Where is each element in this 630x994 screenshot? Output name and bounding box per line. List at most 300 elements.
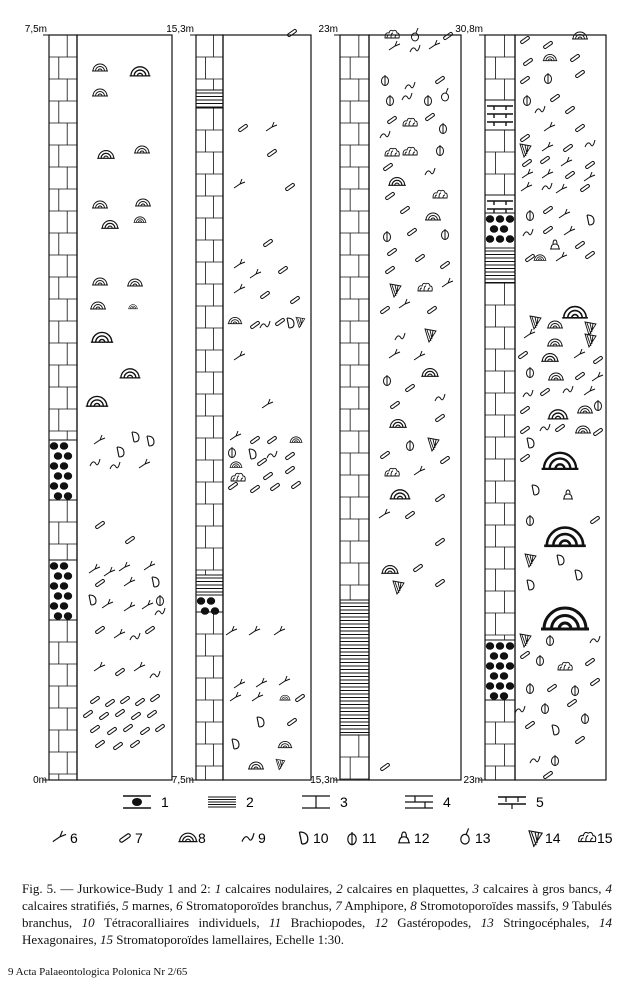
caption-legend-num: 10 <box>81 915 95 930</box>
tab-symbol <box>110 462 120 469</box>
amph-symbol <box>380 306 390 314</box>
lithology-column <box>485 35 515 780</box>
amph-symbol <box>295 694 305 702</box>
brach-symbol <box>384 231 391 242</box>
hexa-symbol <box>276 759 285 769</box>
figure-caption <box>22 880 612 948</box>
tetra-symbol <box>557 555 564 565</box>
tab-symbol <box>405 82 415 89</box>
height-label-top: 7,5m <box>24 24 47 35</box>
caption-legend-name: Gastéropodes, <box>387 915 481 930</box>
lamel-symbol <box>433 190 447 198</box>
amph-symbol <box>105 699 115 707</box>
stromassif-symbol <box>97 151 115 159</box>
stromassif-symbol <box>547 321 563 328</box>
amph-symbol <box>95 626 105 634</box>
hexa-symbol <box>585 334 596 347</box>
tab-symbol <box>410 45 420 52</box>
brach-symbol <box>527 210 534 221</box>
brach-symbol <box>387 95 394 106</box>
amph-symbol <box>120 696 130 704</box>
caption-scale: Echelle 1:30. <box>275 932 345 947</box>
amph-symbol <box>565 171 575 179</box>
branch-symbol <box>574 349 585 358</box>
amph-symbol <box>575 736 585 744</box>
amph-symbol <box>383 163 393 171</box>
tab-symbol <box>130 633 140 640</box>
tab-symbol <box>155 608 165 615</box>
amph-symbol <box>435 414 445 422</box>
caption-legend-num: 13 <box>480 915 494 930</box>
amph-symbol <box>543 771 553 779</box>
amph-symbol <box>145 626 155 634</box>
tab-symbol <box>540 424 550 431</box>
amph-symbol <box>385 266 395 274</box>
stromassif-symbol <box>381 566 399 574</box>
height-label-bottom: 0m <box>33 775 47 786</box>
fossil-symbols <box>226 29 305 770</box>
stromassif-symbol <box>577 406 593 413</box>
legend-num: 2 <box>246 794 254 810</box>
tab-symbol <box>590 636 600 643</box>
stromassif-symbol <box>541 354 559 362</box>
branch-symbol <box>249 626 260 635</box>
hexa-symbol <box>393 581 404 594</box>
stromassif-symbol <box>389 420 407 428</box>
height-label-top: 30,8m <box>455 24 483 35</box>
caption-legend-name: Tabulés branchus, <box>22 898 612 930</box>
amph-symbol <box>287 29 297 37</box>
tab-symbol <box>523 229 533 236</box>
branch-symbol <box>104 567 115 576</box>
caption-legend-name: marnes, <box>128 898 177 913</box>
branch-symbol <box>559 209 570 218</box>
hexa-symbol <box>525 554 536 567</box>
amph-symbol <box>115 668 125 676</box>
amph-symbol <box>285 183 295 191</box>
tetra-symbol <box>249 449 256 459</box>
lithology-column <box>340 35 369 780</box>
amph-symbol <box>540 388 550 396</box>
amph-symbol <box>125 536 135 544</box>
branch-symbol <box>102 599 113 608</box>
branch-symbol <box>266 122 277 131</box>
section-column-4 <box>455 24 606 786</box>
legend <box>53 794 613 846</box>
branch-symbol <box>542 142 553 151</box>
amph-symbol <box>543 226 553 234</box>
lamel-symbol <box>403 147 417 155</box>
height-label-bottom: 15,3m <box>310 775 338 786</box>
caption-legend-num: 6 <box>176 898 183 913</box>
tetra-symbol <box>575 570 582 580</box>
caption-legend-name: Stromatoporoïdes lamellaires, <box>112 932 276 947</box>
branch-symbol <box>230 692 241 701</box>
caption-prefix: Fig. 5. — Jurkowice-Budy 1 and 2: <box>22 881 215 896</box>
amph-symbol <box>285 466 295 474</box>
amph-symbol <box>525 254 535 262</box>
stromassif-symbol <box>548 373 564 380</box>
height-label-top: 23m <box>318 24 338 35</box>
amph-symbol <box>380 763 390 771</box>
brach-symbol <box>547 635 554 646</box>
brach-symbol <box>582 713 589 724</box>
branch-symbol <box>226 626 237 635</box>
tetra-symbol <box>117 447 124 457</box>
amph-symbol <box>520 134 530 142</box>
branch-symbol <box>584 386 595 395</box>
fossil-column <box>77 35 172 780</box>
stromassif-symbol <box>230 462 243 468</box>
tetra-symbol <box>147 436 154 446</box>
branch-symbol <box>561 157 572 166</box>
gast-symbol <box>563 490 573 499</box>
amph-symbol <box>290 296 300 304</box>
stromassif-symbol <box>279 695 290 700</box>
legend-num: 3 <box>340 794 348 810</box>
branch-symbol <box>124 577 135 586</box>
caption-legend-name: Stringocéphales, <box>493 915 599 930</box>
amph-symbol <box>275 318 285 326</box>
amph-symbol <box>90 725 100 733</box>
branch-symbol <box>230 431 241 440</box>
stromassif-symbol <box>547 339 563 346</box>
stromassif-symbol <box>178 833 197 841</box>
stromassif-symbol <box>92 89 108 96</box>
amph-symbol <box>540 156 550 164</box>
tab-symbol <box>150 671 160 678</box>
brach-symbol <box>527 515 534 526</box>
brach-symbol <box>229 447 236 458</box>
branch-symbol <box>250 269 261 278</box>
amph-symbol <box>260 291 270 299</box>
tab-symbol <box>425 168 435 175</box>
branch-symbol <box>584 172 595 181</box>
gast-symbol <box>550 240 560 249</box>
amph-symbol <box>115 709 125 717</box>
stromassif-symbol <box>390 490 411 499</box>
caption-legend-name: Stromotoporoïdes massifs, <box>416 898 563 913</box>
branch-symbol <box>53 831 66 842</box>
amph-symbol <box>130 740 140 748</box>
amph-symbol <box>113 742 123 750</box>
branch-symbol <box>234 259 245 268</box>
legend-num: 8 <box>198 830 206 846</box>
tab-symbol <box>523 390 533 397</box>
stromassif-symbol <box>127 279 143 286</box>
branch-symbol <box>442 278 453 287</box>
caption-legend-name: Stromatoporoïdes branchus, <box>182 898 336 913</box>
amph-symbol <box>135 698 145 706</box>
string-symbol <box>442 88 449 101</box>
caption-legend-name: Brachiopodes, <box>281 915 375 930</box>
hexa-symbol <box>520 144 531 157</box>
branch-symbol <box>521 182 532 191</box>
branch-symbol <box>256 678 267 687</box>
caption-legend-num: 1 <box>214 881 222 896</box>
stromassif-symbol <box>91 332 113 342</box>
amph-symbol <box>123 724 133 732</box>
amph-symbol <box>95 521 105 529</box>
lamel-symbol <box>418 283 432 291</box>
branch-symbol <box>89 564 100 573</box>
tab-symbol <box>515 706 525 713</box>
lithology-column <box>196 35 223 780</box>
tetra-symbol <box>552 725 559 735</box>
stromassif-symbol <box>128 305 138 309</box>
caption-legend-name: Amphipore, <box>341 898 411 913</box>
stromassif-symbol <box>548 410 569 419</box>
tetra-symbol <box>527 438 534 448</box>
stromassif-symbol <box>290 437 303 443</box>
amph-symbol <box>547 684 557 692</box>
stromassif-symbol <box>86 396 108 406</box>
amph-symbol <box>413 564 423 572</box>
amph-symbol <box>95 740 105 748</box>
height-label-bottom: 7,5m <box>171 775 194 786</box>
amph-symbol <box>228 482 238 490</box>
hexa-symbol <box>390 284 401 297</box>
branch-symbol <box>542 169 553 178</box>
hexa-symbol <box>425 329 436 342</box>
tab-symbol <box>402 93 412 100</box>
height-label-bottom: 23m <box>463 775 483 786</box>
fossil-symbols <box>515 32 603 779</box>
amph-symbol <box>387 116 397 124</box>
lithology-column <box>49 35 77 780</box>
amph-symbol <box>593 356 603 364</box>
amph-symbol <box>257 458 267 466</box>
branch-symbol <box>556 184 567 193</box>
hexa-symbol <box>530 316 541 329</box>
page-footer: 9 Acta Palaeontologica Polonica Nr 2/65 <box>8 966 188 978</box>
amph-symbol <box>90 696 100 704</box>
amph-symbol <box>580 184 590 192</box>
amph-symbol <box>520 651 530 659</box>
tab-symbol <box>563 386 573 393</box>
stromassif-symbol <box>543 54 557 60</box>
amph-symbol <box>435 579 445 587</box>
tab-symbol <box>267 451 277 458</box>
amph-symbol <box>525 721 535 729</box>
tetra-symbol <box>587 215 594 225</box>
amph-symbol <box>543 206 553 214</box>
brach-symbol <box>437 145 444 156</box>
amph-symbol <box>425 113 435 121</box>
stromassif-symbol <box>130 67 151 76</box>
branch-symbol <box>144 561 155 570</box>
section-column-1 <box>25 24 172 786</box>
amph-symbol <box>267 436 277 444</box>
amph-symbol <box>427 306 437 314</box>
caption-legend-num: 15 <box>99 932 113 947</box>
amph-symbol <box>443 32 453 40</box>
caption-legend-name: calcaires en plaquettes, <box>342 881 473 896</box>
brach-symbol <box>527 683 534 694</box>
stromassif-symbol <box>101 221 119 229</box>
tab-symbol <box>435 394 445 401</box>
amph-symbol <box>520 406 530 414</box>
branch-symbol <box>124 602 135 611</box>
tab-symbol <box>242 833 254 841</box>
amph-symbol <box>119 833 131 843</box>
stromassif-symbol <box>134 217 147 223</box>
brach-symbol <box>407 440 414 451</box>
fossil-symbols <box>83 64 165 750</box>
tetra-symbol <box>152 577 159 587</box>
caption-legend-num: 8 <box>410 898 417 913</box>
amph-symbol <box>593 428 603 436</box>
stromassif-symbol <box>421 369 439 377</box>
brach-symbol <box>348 832 356 845</box>
caption-legend-name: calcaires nodulaires, <box>221 881 337 896</box>
amph-symbol <box>585 251 595 259</box>
stromassif-symbol <box>90 302 106 309</box>
branch-symbol <box>234 179 245 188</box>
fossil-symbols <box>379 28 453 771</box>
brach-symbol <box>595 400 602 411</box>
stromassif-symbol <box>228 317 242 323</box>
brach-symbol <box>440 123 447 134</box>
amph-symbol <box>278 266 288 274</box>
amph-symbol <box>238 124 248 132</box>
branch-symbol <box>234 679 245 688</box>
caption-legend-num: 7 <box>335 898 342 913</box>
amph-symbol <box>250 485 260 493</box>
branch-symbol <box>262 399 273 408</box>
branch-symbol <box>592 372 603 381</box>
caption-legend-num: 9 <box>562 898 569 913</box>
tab-symbol <box>395 333 405 340</box>
tetra-symbol <box>232 739 239 749</box>
hexa-symbol <box>529 831 542 847</box>
amph-symbol <box>140 727 150 735</box>
stromassif-symbol <box>135 199 151 206</box>
branch-symbol <box>429 40 440 49</box>
amph-symbol <box>390 401 400 409</box>
tetra-symbol <box>287 318 294 328</box>
amph-symbol <box>440 261 450 269</box>
amph-symbol <box>575 241 585 249</box>
caption-legend-name: Tétracoralliaires individuels, <box>94 915 270 930</box>
stromassif-symbol <box>120 369 141 378</box>
amph-symbol <box>83 710 93 718</box>
caption-legend-num: 4 <box>605 881 612 896</box>
amph-symbol <box>267 149 277 157</box>
amph-symbol <box>400 206 410 214</box>
amph-symbol <box>575 70 585 78</box>
stromassif-symbol <box>388 178 406 186</box>
amph-symbol <box>405 511 415 519</box>
gast-symbol <box>398 832 410 843</box>
amph-symbol <box>520 454 530 462</box>
tetra-symbol <box>299 832 307 844</box>
lamel-symbol <box>579 832 596 841</box>
branch-symbol <box>94 662 105 671</box>
brach-symbol <box>442 229 449 240</box>
legend-symbol-strat <box>405 796 433 808</box>
brach-symbol <box>545 73 552 84</box>
amph-symbol <box>520 36 530 44</box>
amph-symbol <box>435 494 445 502</box>
amph-symbol <box>155 724 165 732</box>
legend-num: 6 <box>70 830 78 846</box>
amph-symbol <box>575 372 585 380</box>
stromassif-symbol <box>92 201 108 208</box>
amph-symbol <box>287 718 297 726</box>
caption-legend-name: Hexagonaires, <box>22 932 100 947</box>
caption-legend-num: 14 <box>598 915 612 930</box>
stromassif-symbol <box>541 608 589 629</box>
brach-symbol <box>542 703 549 714</box>
section-column-2 <box>166 24 311 786</box>
amph-symbol <box>567 699 577 707</box>
tetra-symbol <box>257 717 264 727</box>
stromassif-symbol <box>92 278 108 285</box>
fossil-column <box>369 35 461 780</box>
amph-symbol <box>385 192 395 200</box>
branch-symbol <box>389 349 400 358</box>
amph-symbol <box>565 106 575 114</box>
branch-symbol <box>142 600 153 609</box>
amph-symbol <box>407 228 417 236</box>
amph-symbol <box>520 76 530 84</box>
amph-symbol <box>543 41 553 49</box>
amph-symbol <box>107 727 117 735</box>
amph-symbol <box>523 58 533 66</box>
tetra-symbol <box>527 580 534 590</box>
lamel-symbol <box>403 118 417 126</box>
amph-symbol <box>250 321 260 329</box>
hexa-symbol <box>585 322 596 335</box>
stromassif-symbol <box>248 762 264 769</box>
branch-symbol <box>522 169 533 178</box>
height-label-top: 15,3m <box>166 24 194 35</box>
stromassif-symbol <box>542 453 579 469</box>
tetra-symbol <box>132 432 139 442</box>
branch-symbol <box>119 562 130 571</box>
branch-symbol <box>139 459 150 468</box>
legend-num: 7 <box>135 830 143 846</box>
stromassif-symbol <box>575 426 591 433</box>
brach-symbol <box>572 685 579 696</box>
caption-legend-num: 11 <box>269 915 282 930</box>
amph-symbol <box>440 456 450 464</box>
tab-symbol <box>535 106 545 113</box>
tab-symbol <box>530 756 540 763</box>
brach-symbol <box>382 75 389 86</box>
tab-symbol <box>380 131 390 138</box>
amph-symbol <box>263 239 273 247</box>
lamel-symbol <box>385 468 399 476</box>
amph-symbol <box>590 516 600 524</box>
brach-symbol <box>524 95 531 106</box>
amph-symbol <box>95 579 105 587</box>
amph-symbol <box>405 384 415 392</box>
caption-legend-num: 5 <box>122 898 129 913</box>
amph-symbol <box>518 351 528 359</box>
tab-symbol <box>90 459 100 466</box>
legend-num: 13 <box>475 830 491 846</box>
legend-symbol-platy <box>208 797 236 807</box>
fossil-column <box>223 35 311 780</box>
amph-symbol <box>575 124 585 132</box>
caption-legend-num: 2 <box>336 881 343 896</box>
legend-num: 10 <box>313 830 329 846</box>
amph-symbol <box>585 658 595 666</box>
legend-num: 4 <box>443 794 451 810</box>
caption-legend-num: 12 <box>374 915 388 930</box>
